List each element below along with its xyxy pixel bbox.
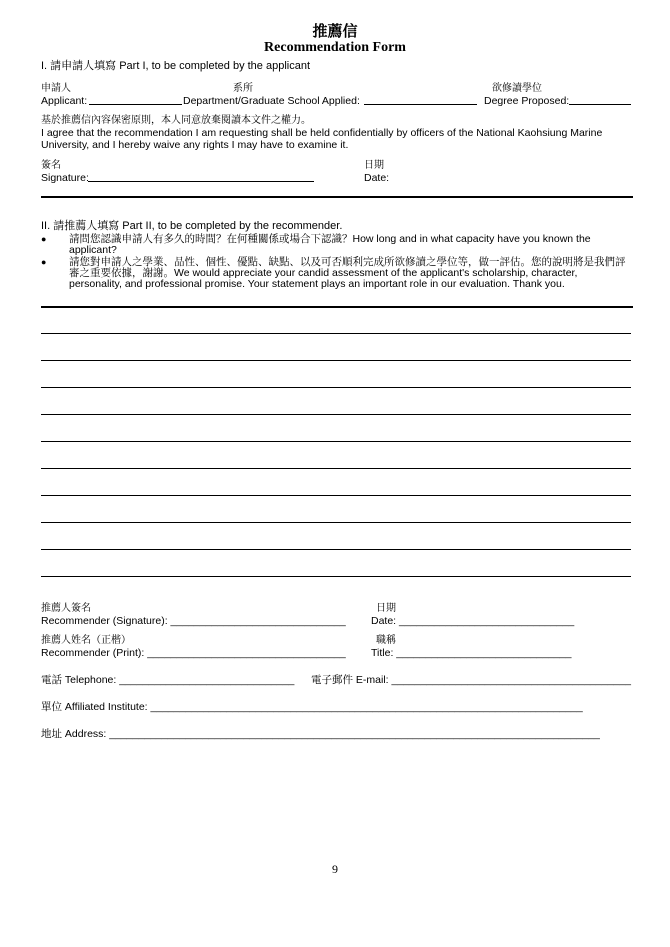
degree-field[interactable] bbox=[569, 104, 631, 105]
answer-line[interactable] bbox=[41, 387, 631, 388]
section-divider bbox=[41, 196, 633, 198]
department-label-zh: 系所 bbox=[233, 83, 253, 94]
waiver-text-line2: University, and I hereby waive any rights I may have to examine it. bbox=[41, 139, 349, 151]
part2-heading: II. 請推薦人填寫 Part II, to be completed by the recommender. bbox=[41, 220, 343, 232]
bullet-icon: ● bbox=[41, 257, 47, 267]
waiver-text-line1: I agree that the recommendation I am requesting shall be held confidentially by officers of the National Kaohsiung Marine bbox=[41, 127, 603, 139]
applicant-field[interactable] bbox=[89, 104, 182, 105]
telephone-field[interactable]: 電話 Telephone: ______________________________ bbox=[41, 674, 295, 686]
answer-line[interactable] bbox=[41, 360, 631, 361]
date-label-zh: 日期 bbox=[364, 160, 384, 171]
degree-label: Degree Proposed: bbox=[484, 95, 570, 107]
section-divider bbox=[41, 306, 633, 308]
department-label: Department/Graduate School Applied: bbox=[183, 95, 360, 107]
bullet-icon: ● bbox=[41, 234, 47, 244]
department-field[interactable] bbox=[364, 104, 477, 105]
applicant-label-zh: 申請人 bbox=[41, 83, 71, 94]
answer-line[interactable] bbox=[41, 468, 631, 469]
question-1: 請問您認識申請人有多久的時間？在何種關係或場合下認識？How long and in what capacity have you known the applicant? bbox=[69, 233, 591, 256]
applicant-label: Applicant: bbox=[41, 95, 88, 107]
answer-line[interactable] bbox=[41, 522, 631, 523]
rec-print-label-zh: 推薦人姓名（正楷） bbox=[41, 635, 131, 646]
signature-label-zh: 簽名 bbox=[41, 160, 61, 171]
waiver-text-zh: 基於推薦信內容保密原則，本人同意放棄閱讀本文件之權力。 bbox=[41, 115, 311, 126]
rec-signature-label-zh: 推薦人簽名 bbox=[41, 603, 91, 614]
institute-field[interactable]: 單位 Affiliated Institute: __________________________________________________________________________ bbox=[41, 701, 583, 713]
email-field[interactable]: 電子郵件 E-mail: _________________________________________ bbox=[311, 674, 631, 686]
rec-print-field[interactable]: Recommender (Print): __________________________________ bbox=[41, 647, 346, 659]
rec-date-field[interactable]: Date: ______________________________ bbox=[371, 615, 575, 627]
answer-line[interactable] bbox=[41, 549, 631, 550]
title-label-zh: 職稱 bbox=[376, 635, 396, 646]
answer-line[interactable] bbox=[41, 495, 631, 496]
form-title-english: Recommendation Form bbox=[264, 40, 406, 55]
part1-heading: I. 請申請人填寫 Part I, to be completed by the applicant bbox=[41, 60, 311, 72]
question-2: 請您對申請人之學業、品性、個性、優點、缺點、以及可否順利完成所欲修讀之學位等，做一評估。您的說明將是我們評審之重要依據，謝謝。We would appreciate your candid assessment of the applicant's scholarship, character, personality, and professional promise. Your statement plays an important role in our evaluation. Thank you. bbox=[69, 256, 626, 290]
answer-line[interactable] bbox=[41, 333, 631, 334]
title-field[interactable]: Title: ______________________________ bbox=[371, 647, 572, 659]
rec-signature-field[interactable]: Recommender (Signature): ______________________________ bbox=[41, 615, 346, 627]
date-label: Date: bbox=[364, 172, 390, 184]
rec-date-label-zh: 日期 bbox=[376, 603, 396, 614]
answer-line[interactable] bbox=[41, 441, 631, 442]
answer-line[interactable] bbox=[41, 414, 631, 415]
degree-label-zh: 欲修讀學位 bbox=[492, 83, 542, 94]
form-title-chinese: 推薦信 bbox=[312, 22, 358, 40]
signature-field[interactable] bbox=[88, 181, 314, 182]
address-field[interactable]: 地址 Address: ____________________________________________________________________________________ bbox=[41, 728, 600, 740]
page-number: 9 bbox=[332, 862, 338, 876]
answer-line[interactable] bbox=[41, 576, 631, 577]
signature-label: Signature: bbox=[41, 172, 89, 184]
